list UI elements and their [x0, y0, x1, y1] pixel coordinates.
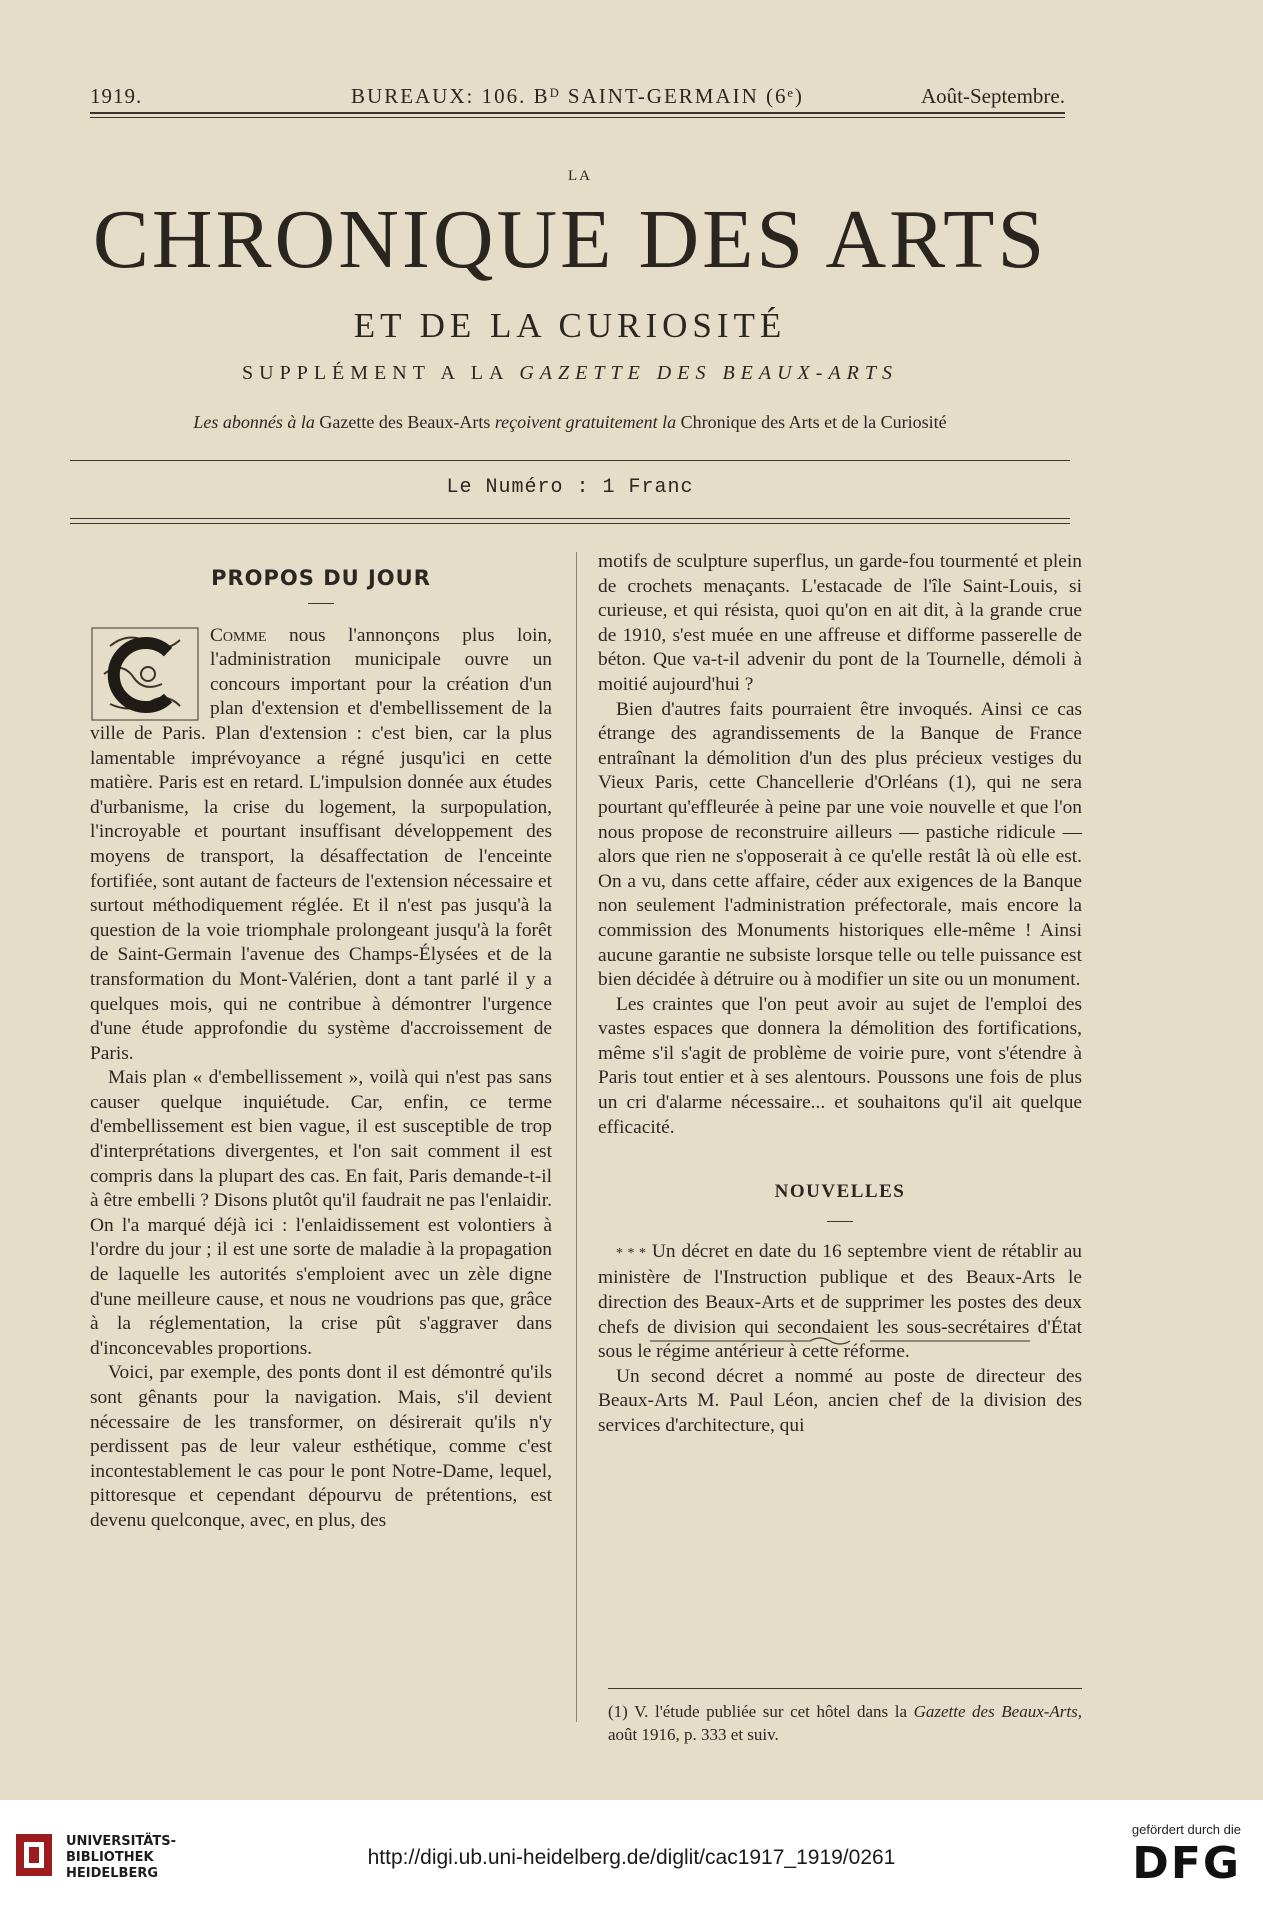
footnote-italic: Gazette des Beaux-Arts,: [913, 1702, 1083, 1721]
year: 1919.: [90, 84, 143, 108]
library-name: UNIVERSITÄTS- BIBLIOTHEK HEIDELBERG: [66, 1834, 176, 1881]
news-item: Un second décret a nommé au poste de directeur des Beaux-Arts M. Paul Léon, ancien chef de la division des services d'architecture, qui: [598, 1365, 1082, 1436]
subscribers-text-1: Les abonnés à la: [193, 412, 315, 432]
article-paragraph: [90, 624, 552, 1067]
price-rule-top: [70, 460, 1070, 461]
news-item: [598, 1240, 1082, 1365]
article-paragraph: motifs de sculpture superflus, un garde-fou tourmenté et plein de crochets menaçants. L'estacade de l'île Saint-Louis, si curieuse, et qui résista, quoi qu'on en ait dit, à la grande crue de 1910, s'est muée en une affreuse et difforme passerelle de béton. Que va-t-il advenir du pont de la Tournelle, démoli à moitié aujourd'hui ?: [598, 551, 1082, 695]
subscribers-text-4: Chronique des Arts et de la Curiosité: [680, 412, 947, 432]
column-divider: [576, 552, 577, 1722]
footnote: [608, 1700, 1082, 1746]
issue-months: Août-Septembre.: [920, 84, 1065, 108]
price-rule-bottom-2: [70, 523, 1070, 524]
left-column: [90, 566, 552, 1534]
bureaux-address: BUREAUX: 106. Bᴰ SAINT-GERMAIN (6ᵉ): [351, 84, 804, 108]
supplement-gazette: GAZETTE DES BEAUX-ARTS: [519, 362, 898, 384]
article-paragraph: Les craintes que l'on peut avoir au sujet de l'emploi des vastes espaces que donnera la démolition des fortifications, même s'il s'agit de problème de voirie pure, vont s'étendre à Paris tout entier et à ses alentours. Poussons une fois de plus un cri d'alarme nécessaire... et souhaitons qu'il ait quelque efficacité.: [598, 993, 1082, 1138]
news-heading: NOUVELLES: [774, 1181, 906, 1203]
masthead-la: LA: [568, 168, 592, 184]
section-ornament-icon: [650, 1336, 1030, 1346]
footnote-text-2: août 1916, p. 333 et suiv.: [608, 1725, 779, 1744]
news-heading-rule: [827, 1221, 853, 1222]
article-paragraph: Voici, par exemple, des ponts dont il est démontré qu'ils sont gênants pour la navigation. Mais, s'il devient nécessaire de les transformer, on désirerait qu'ils n'y perdissent pas de leur valeur esthétique, comme c'est incontestablement le cas pour le pont Notre-Dame, lequel, pittoresque et cependant dépourvu de prétentions, est devenu quelconque, avec, en plus, des: [90, 1362, 552, 1531]
asterism: * * *: [616, 1245, 647, 1261]
subscribers-text-2: Gazette des Beaux-Arts: [319, 412, 491, 432]
article-paragraph: Mais plan « d'embellissement », voilà qui n'est pas sans causer quelque inquiétude. Car, enfin, ce terme d'embellissement est bien vague, il est susceptible de trop d'interprétations divergentes, et l'on sait comment il est compris dans la plupart des cas. En fait, Paris demande-t-il à être embelli ? Disons plutôt qu'il faudrait ne pas l'enlaidir. On l'a marqué déjà ici : l'enlaidissement est volontiers à l'ordre du jour ; il est une sorte de maladie à la propagation de laquelle les autorités s'emploient avec un zèle digne d'une meilleure cause, et nous ne voudrions pas que, grâce à la réglementation, la crise pût s'aggraver dans d'inconcevables proportions.: [90, 1067, 553, 1359]
article-heading: PROPOS DU JOUR: [211, 566, 431, 590]
running-head: [90, 84, 1065, 112]
right-column: [598, 550, 1082, 1439]
subscribers-text-3: reçoivent gratuitement la: [494, 412, 677, 432]
masthead-title: CHRONIQUE DES ARTS: [92, 193, 1048, 286]
masthead-subtitle: ET DE LA CURIOSITÉ: [353, 306, 787, 345]
news-text: Un décret en date du 16 septembre vient de rétablir au ministère de l'Instruction publique et des Beaux-Arts le direction des Beaux-Arts et de supprimer les postes des deux chefs de division qui secondaient les sous-secrétaires d'État sous le régime antérieur à cette réforme.: [598, 1240, 1082, 1363]
header-rule: [90, 112, 1065, 114]
issue-price: Le Numéro : 1 Franc: [446, 476, 694, 499]
heading-rule: [308, 603, 334, 604]
supplement-line: [70, 362, 1070, 385]
permalink-url[interactable]: http://digi.ub.uni-heidelberg.de/diglit/cac1917_1919/0261: [367, 1846, 896, 1869]
ornamental-initial-c-icon: [90, 626, 200, 722]
header-rule-thin: [90, 117, 1065, 118]
paragraph-text: nous l'annonçons plus loin, l'administration municipale ouvre un concours important pour la création d'un plan d'extension et d'embellissement de la ville de Paris. Plan d'extension : c'est bien, car la plus lamentable imprévoyance a régné jusqu'ici en cette matière. Paris est en retard. L'impulsion donnée aux études d'urbanisme, la crise du logement, la surpopulation, l'incroyable et pourtant insuffisant développement des moyens de transport, la désaffectation de l'enceinte fortifiée, sont autant de facteurs de l'extension nécessaire et surtout méthodiquement réglée. Et il n'est pas jusqu'à la question de la voie triomphale prolongeant jusqu'à la forêt de Saint-Germain l'avenue des Champs-Élysées et de la transformation du Mont-Valérien, dont a tant parlé il y a quelques mois, qui ne contribue à démontrer l'urgence d'une étude approfondie du système d'accroissement de Paris.: [90, 624, 552, 1064]
digitization-footer: [0, 1800, 1263, 1907]
footnote-rule: [608, 1688, 1082, 1689]
footnote-text-1: (1) V. l'étude publiée sur cet hôtel dans la: [608, 1702, 907, 1721]
dfg-logo[interactable]: DFG: [1132, 1838, 1241, 1889]
supplement-prefix: SUPPLÉMENT A LA: [242, 362, 509, 384]
article-initial-word: Comme: [210, 624, 267, 646]
subscribers-line: [70, 412, 1070, 433]
price-rule-bottom: [70, 518, 1070, 519]
article-paragraph: Bien d'autres faits pourraient être invoqués. Ainsi ce cas étrange des agrandissements de la Banque de France entraînant la démolition d'un des plus précieux vestiges du Vieux Paris, cette Chancellerie d'Orléans (1), qui ne sera pourtant qu'effleurée à peine par une voie nouvelle et que l'on nous propose de reconstruire ailleurs — pastiche ridicule — alors que rien ne s'opposerait à ce qu'elle restât là où elle est. On a vu, dans cette affaire, céder aux exigences de la Banque non seulement l'administration préfectorale, mais encore la commission des Monuments historiques elle-même ! Ainsi aucune garantie ne subsiste lorsque telle ou telle puissance est bien décidée à détruire ou à modifier un site ou un monument.: [598, 698, 1082, 991]
funded-by-text: gefördert durch die: [1131, 1822, 1241, 1837]
